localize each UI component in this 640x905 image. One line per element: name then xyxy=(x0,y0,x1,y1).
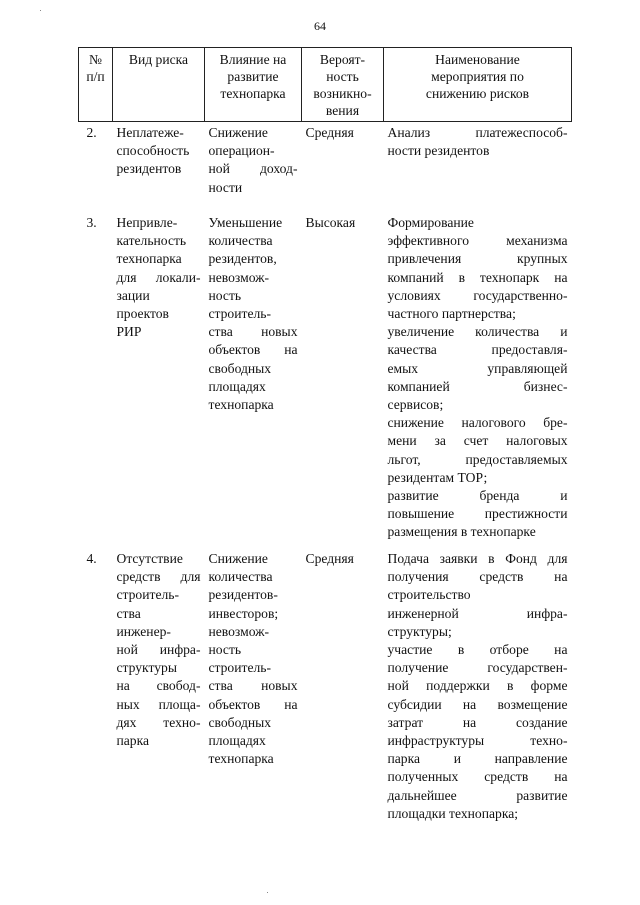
text-line: инженер- xyxy=(116,623,171,639)
text-line: ной доход- xyxy=(208,161,298,177)
text-line: ной поддержки в форме xyxy=(387,678,568,694)
impact-cell xyxy=(205,122,302,213)
text-line: развитие бренда и xyxy=(387,488,568,504)
text-line: ных площа- xyxy=(116,696,201,712)
text-line: кательность xyxy=(116,233,187,249)
text-line: снижение налогового бре- xyxy=(387,415,568,431)
table-row xyxy=(79,122,572,213)
text-line: Подача заявки в Фонд для xyxy=(387,551,568,566)
text-line: субсидии на возмещение xyxy=(387,696,568,712)
text-line: условиях государственно- xyxy=(387,287,568,303)
text-line: Формирование xyxy=(387,215,474,230)
text-line: получения средств на xyxy=(387,569,568,585)
text-line: парка и направление xyxy=(387,751,568,767)
text-line: резидентам ТОР; xyxy=(387,469,488,485)
scan-speck xyxy=(267,892,268,893)
text-line: ства новых xyxy=(208,324,298,340)
text-line: ность xyxy=(208,642,242,658)
text-line: полученных средств на xyxy=(387,769,568,785)
text-line: Вероят- xyxy=(319,52,366,67)
text-line: резидентов xyxy=(116,161,182,177)
text-line: структуры xyxy=(116,660,177,676)
text-line: увеличение количества и xyxy=(387,324,568,340)
text-line: структуры; xyxy=(387,623,452,639)
row-number: 3. xyxy=(86,215,97,230)
text-line: парка xyxy=(116,733,150,749)
header-num xyxy=(79,48,113,122)
text-line: площадях xyxy=(208,733,266,749)
text-line: Влияние на xyxy=(219,52,287,67)
text-line: Уменьшение xyxy=(208,215,283,230)
text-line: площадях xyxy=(208,378,266,394)
text-line: невозмож- xyxy=(208,269,270,285)
text-line: зации xyxy=(116,287,150,303)
text-line: дях техно- xyxy=(116,714,201,730)
text-line: дальнейшее развитие xyxy=(387,787,568,803)
text-line: повышение престижности xyxy=(387,506,568,522)
text-line: № xyxy=(89,52,102,67)
text-line: количества xyxy=(208,569,273,585)
text-line: инженерной инфра- xyxy=(387,605,568,621)
header-impact xyxy=(205,48,302,122)
text-line: Вид риска xyxy=(128,52,189,67)
text-line: мероприятия по xyxy=(431,69,524,84)
measures-cell xyxy=(384,212,572,548)
risk-cell xyxy=(113,122,205,213)
text-line: Отсутствие xyxy=(116,551,183,566)
text-line: технопарка xyxy=(208,397,274,413)
text-line: ность xyxy=(208,287,242,303)
text-line: снижению рисков xyxy=(425,86,530,101)
table-row xyxy=(79,548,572,823)
row-number: 4. xyxy=(86,551,97,566)
table-header-row xyxy=(79,48,572,122)
text-line: развитие xyxy=(227,69,279,84)
probability-cell: Высокая xyxy=(305,215,356,230)
measures-cell xyxy=(384,548,572,823)
text-line: технопарка xyxy=(116,251,182,267)
text-line: операцион- xyxy=(208,143,275,159)
scan-speck xyxy=(40,10,41,11)
text-line: резидентов- xyxy=(208,587,278,603)
text-line: ной инфра- xyxy=(116,642,201,658)
text-line: строитель- xyxy=(208,306,271,322)
text-line: Анализ платежеспособ- xyxy=(387,125,568,140)
text-line: невозмож- xyxy=(208,623,270,639)
text-line: эффективного механизма xyxy=(387,233,568,249)
text-line: на свобод- xyxy=(116,678,201,694)
text-line: привлечения крупных xyxy=(387,251,568,267)
measures-cell xyxy=(384,122,572,213)
text-line: строитель- xyxy=(116,587,179,603)
text-line: для локали- xyxy=(116,269,201,285)
text-line: вения xyxy=(325,103,360,118)
text-line: объектов на xyxy=(208,696,298,712)
text-line: емых управляющей xyxy=(387,360,568,376)
text-line: затрат на создание xyxy=(387,714,568,730)
text-line: Неплатеже- xyxy=(116,125,184,140)
text-line: сервисов; xyxy=(387,397,444,413)
text-line: мени за счет налоговых xyxy=(387,433,568,449)
text-line: ности xyxy=(208,179,243,195)
risk-cell xyxy=(113,212,205,548)
text-line: ность xyxy=(326,69,359,84)
text-line: количества xyxy=(208,233,273,249)
text-line: компанией бизнес- xyxy=(387,378,568,394)
text-line: технопарка xyxy=(220,86,286,101)
impact-cell xyxy=(205,548,302,823)
text-line: свободных xyxy=(208,360,272,376)
text-line: качества предоставля- xyxy=(387,342,568,358)
impact-cell xyxy=(205,212,302,548)
table-row xyxy=(79,212,572,548)
text-line: получение государствен- xyxy=(387,660,568,676)
header-measures xyxy=(384,48,572,122)
text-line: участие в отборе на xyxy=(387,642,568,658)
text-line: инфраструктуры техно- xyxy=(387,733,568,749)
text-line: инвесторов; xyxy=(208,605,279,621)
text-line: ства xyxy=(116,605,141,621)
risk-table xyxy=(78,47,572,823)
text-line: средств для xyxy=(116,569,201,585)
text-line: ства новых xyxy=(208,678,298,694)
text-line: объектов на xyxy=(208,342,298,358)
text-line: льгот, предоставляемых xyxy=(387,451,568,467)
text-line: площадки технопарка; xyxy=(387,805,519,821)
text-line: Снижение xyxy=(208,125,268,140)
risk-cell xyxy=(113,548,205,823)
row-number: 2. xyxy=(86,125,97,140)
text-line: п/п xyxy=(86,69,105,84)
text-line: Непривле- xyxy=(116,215,178,230)
text-line: размещения в технопарке xyxy=(387,524,536,540)
header-risk-type xyxy=(113,48,205,122)
text-line: свободных xyxy=(208,714,272,730)
text-line: Снижение xyxy=(208,551,268,566)
text-line: строитель- xyxy=(208,660,271,676)
text-line: способность xyxy=(116,143,190,159)
text-line: частного партнерства; xyxy=(387,306,516,322)
text-line: резидентов, xyxy=(208,251,277,267)
probability-cell: Средняя xyxy=(305,125,354,140)
text-line: РИР xyxy=(116,324,142,340)
text-line: технопарка xyxy=(208,751,274,767)
text-line: ности резидентов xyxy=(387,143,490,159)
text-line: проектов xyxy=(116,306,169,322)
text-line: Наименование xyxy=(435,52,520,67)
probability-cell: Средняя xyxy=(305,551,354,566)
text-line: возникно- xyxy=(313,86,372,101)
header-probability xyxy=(302,48,384,122)
page-number: 64 xyxy=(314,19,326,33)
text-line: компаний в технопарк на xyxy=(387,269,568,285)
text-line: строительство xyxy=(387,587,471,603)
